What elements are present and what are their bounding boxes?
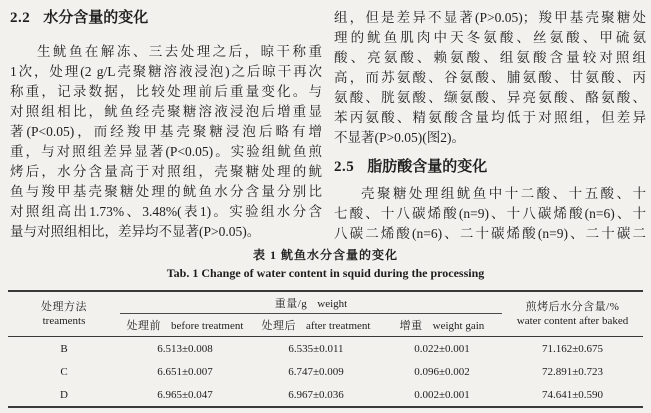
header-after: 处理后 after treatment	[250, 314, 382, 337]
body-line: 生鱿鱼在解冻、三去处理之后，晾干称重	[37, 44, 322, 59]
header-weight-zh: 重量/g	[274, 297, 308, 310]
body-line: 称重，记录数据，比较处理前后重量变化。与	[10, 84, 322, 99]
header-water-zh: 煎烤后水分含量/%	[525, 301, 620, 313]
section-number: 2.5	[334, 159, 355, 175]
water-content-table	[8, 290, 643, 408]
body-line: 理的鱿鱼肌肉中天冬氨酸、丝氨酸、甲硫氨	[334, 30, 646, 45]
header-gain: 增重 weight gain	[382, 314, 502, 337]
body-line: 对照组相比，鱿鱼经壳聚糖溶液浸泡后增重显	[10, 104, 322, 119]
section-title: 水分含量的变化	[43, 10, 149, 26]
body-line: 苯丙氨酸、精氨酸含量均低于对照组，但差异	[334, 110, 646, 125]
cell-treatment: D	[8, 383, 120, 407]
left-column	[10, 8, 322, 242]
right-column	[334, 8, 646, 244]
cell-before: 6.965±0.047	[120, 383, 250, 407]
header-weight-group	[120, 291, 502, 314]
cell-gain: 0.022±0.001	[414, 342, 470, 355]
body-line: 氨酸、胱氨酸、缬氨酸、异亮氨酸、酪氨酸、	[334, 90, 646, 105]
table-row	[8, 337, 643, 361]
cell-after: 6.747±0.009	[288, 365, 344, 378]
body-line: 鱼与羧甲基壳聚糖处理的鱿鱼水分含量分别比	[10, 184, 322, 199]
table-caption-en: Tab. 1 Change of water content in squid during the processing	[166, 266, 485, 280]
cell-water: 72.891±0.723	[541, 365, 604, 378]
table-caption	[0, 248, 651, 280]
section-number: 2.2	[10, 10, 31, 26]
cell-before: 6.651±0.007	[157, 365, 213, 378]
body-line: 高，而苏氨酸、谷氨酸、脯氨酸、甘氨酸、丙	[334, 70, 646, 85]
cell-after: 6.967±0.036	[250, 383, 382, 407]
cell-treatment: C	[60, 365, 68, 378]
cell-water: 74.641±0.590	[502, 383, 643, 407]
body-line: 对照组高出1.73%、3.48%(表1)。实验组水分含	[10, 204, 322, 219]
header-water	[502, 291, 643, 337]
body-line: 著(P<0.05)，而经羧甲基壳聚糖浸泡后略有增	[10, 124, 322, 139]
body-line: 七酸、十八碳烯酸(n=9)、十八碳烯酸(n=6)、十	[334, 206, 646, 221]
body-line: 酸、亮氨酸、赖氨酸、组氨酸含量较对照组	[334, 50, 646, 65]
body-line: 重，与对照组差异显著(P<0.05)。实验组鱿鱼煎	[10, 144, 322, 159]
body-line: 不显著(P>0.05)(图2)。	[334, 130, 465, 145]
cell-after: 6.535±0.011	[288, 342, 344, 355]
header-water-en: water content after baked	[516, 315, 629, 327]
body-line: 八碳二烯酸(n=6)、二十碳烯酸(n=9)、二十碳二	[334, 226, 646, 241]
cell-gain: 0.002±0.001	[382, 383, 502, 407]
table-row	[8, 360, 643, 383]
table-caption-zh: 表 1 鱿鱼水分含量的变化	[252, 248, 398, 262]
table-row	[8, 383, 643, 407]
header-weight-en: weight	[317, 297, 348, 310]
cell-treatment: B	[60, 342, 68, 355]
section-2-5-heading	[334, 156, 646, 178]
cell-water: 71.162±0.675	[541, 342, 604, 355]
header-before: 处理前 before treatment	[120, 314, 250, 337]
header-treatment-en: treaments	[42, 315, 86, 327]
table-header	[8, 291, 643, 337]
body-line: 量与对照组相比，差异均不显著(P>0.05)。	[10, 224, 261, 239]
header-treatment	[8, 291, 120, 337]
section-2-2-heading	[10, 8, 322, 28]
cell-before: 6.513±0.008	[157, 342, 213, 355]
header-treatment-zh: 处理方法	[41, 301, 87, 313]
body-line: 烤后，水分含量高于对照组，壳聚糖处理的鱿	[10, 164, 322, 179]
body-line: 壳聚糖处理组鱿鱼中十二酸、十五酸、十	[361, 186, 646, 201]
body-line: 1次，处理(2 g/L壳聚糖溶液浸泡)之后晾干再次	[10, 64, 322, 79]
body-line: 组，但是差异不显著(P>0.05)；羧甲基壳聚糖处	[334, 10, 646, 25]
cell-gain: 0.096±0.002	[414, 365, 470, 378]
section-title: 脂肪酸含量的变化	[367, 159, 488, 175]
